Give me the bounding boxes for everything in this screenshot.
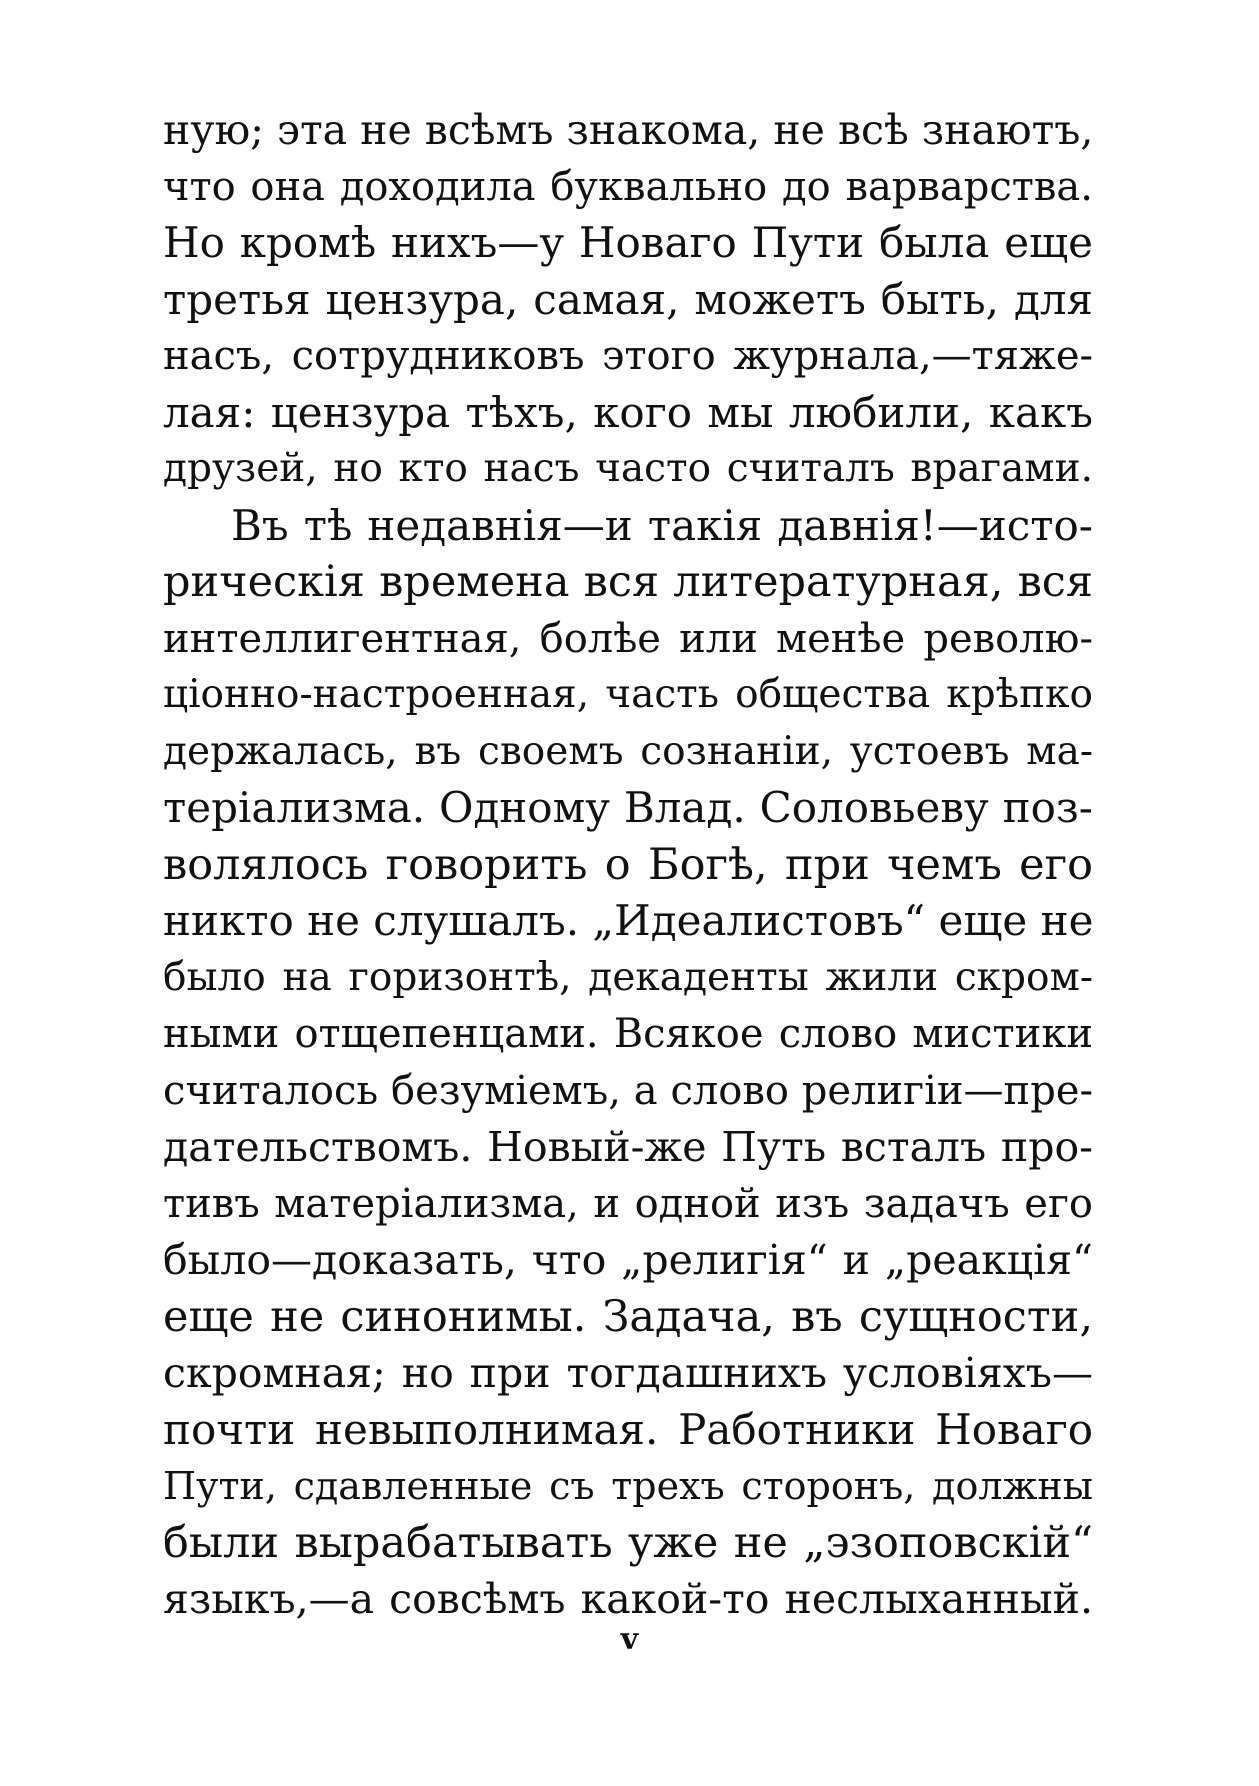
page-number: v (620, 1622, 639, 1657)
text-line: друзей, но кто насъ часто считалъ врагами. (163, 446, 1093, 491)
text-line: языкъ,—а совсѣмъ какой-то неслыханный. (163, 1575, 1093, 1623)
text-line: теріализма. Одному Влад. Соловьеву поз- (163, 783, 1093, 832)
text-line: тивъ матеріализма, и одной изъ задачъ его (163, 1180, 1093, 1227)
text-line: что она доходила буквально до варварства. (163, 163, 1093, 210)
text-line: Но кромѣ нихъ—у Новаго Пути была еще (163, 218, 1093, 267)
paragraph-first-line: Въ тѣ недавнія—и такія давнія!—исто- (231, 500, 1093, 550)
text-line: было на горизонтѣ, декаденты жили скром- (163, 954, 1093, 1000)
text-line: третья цензура, самая, можетъ быть, для (163, 274, 1093, 324)
text-line: держалась, въ своемъ сознаніи, устоевъ ма- (163, 728, 1093, 774)
text-line: ціонно-настроенная, часть общества крѣпко (163, 672, 1093, 717)
text-line: никто не слушалъ. „Идеалистовъ“ еще не (163, 896, 1093, 945)
text-line: ными отщепенцами. Всякое слово мистики (163, 1011, 1093, 1057)
text-line: почти невыполнимая. Работники Новаго (163, 1404, 1093, 1454)
text-line: Пути, сдавленные съ трехъ сторонъ, должны (163, 1464, 1093, 1508)
text-line: считалось безуміемъ, а слово религіи—пре- (163, 1067, 1093, 1114)
text-line: ную; эта не всѣмъ знакома, не всѣ знаютъ, (163, 106, 1093, 154)
text-line: были вырабатывать уже не „эзоповскій“ (163, 1517, 1093, 1568)
text-line: насъ, сотрудниковъ этого журнала,—тяже- (163, 333, 1093, 379)
text-line: рическія времена вся литературная, вся (163, 557, 1093, 607)
text-line: волялось говорить о Богѣ, при чемъ его (163, 839, 1093, 890)
text-line: интеллигентная, болѣе или менѣе револю- (163, 615, 1093, 662)
text-line: было—доказать, что „религія“ и „реакція“ (163, 1236, 1093, 1284)
text-line: скромная; но при тогдашнихъ условіяхъ— (163, 1349, 1093, 1397)
text-line: лая: цензура тѣхъ, кого мы любили, какъ (163, 387, 1093, 437)
text-line: еще не синонимы. Задача, въ сущности, (163, 1291, 1093, 1342)
page-text (163, 102, 1093, 1628)
text-line: дательствомъ. Новый-же Путь всталъ про- (163, 1123, 1093, 1171)
